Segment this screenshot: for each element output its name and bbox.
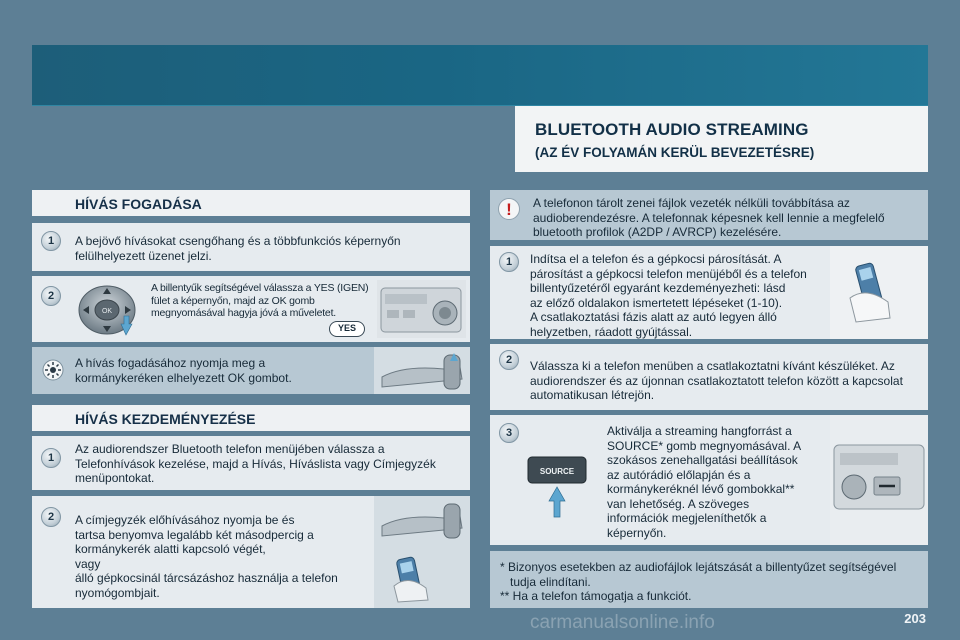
receive-alt-text: A hívás fogadásához nyomja meg a kormánykeréken elhelyezett OK gombot. [75,356,292,385]
call-step-2-text: A címjegyzék előhívásához nyomja be és tartsa benyomva legalább két másodpercig a kormánykerék alatti kapcsoló végét, vagy álló gépkocsinál tárcsázáshoz használja a telefon nyomógombjait. [75,513,338,600]
page-number: 203 [904,611,926,626]
receive-step-1 [32,223,470,271]
step-number-badge: 2 [41,507,61,527]
title-box [515,106,928,172]
section-heading-receive: HÍVÁS FOGADÁSA [32,190,470,216]
bt-step-2 [490,344,928,410]
step-number-badge: 2 [499,350,519,370]
source-key-label: SOURCE [539,467,575,476]
phone-in-hand-image [830,246,928,339]
step-number-badge: 1 [41,231,61,251]
section-heading-call: HÍVÁS KEZDEMÉNYEZÉSE [32,405,470,431]
receive-alt-note [32,347,470,394]
warning-note [490,190,928,240]
step-number-badge: 3 [499,423,519,443]
page-title: BLUETOOTH AUDIO STREAMING [535,120,809,139]
radio-source-panel-image [830,415,928,545]
call-step-1 [32,436,470,490]
watermark: carmanualsonline.info [530,612,715,633]
ok-directional-pad-icon [76,280,138,338]
stalk-and-phone-image [374,496,470,608]
step-number-badge: 1 [499,252,519,272]
bt-step-1-text: Indítsa el a telefon és a gépkocsi párosítását. A párosítást a gépkocsi telefon menüjéből és a telefon billentyűzetéről egyaránt kezdeményezheti: lásd az előző oldalakon ismertetett lépéseket (1-10). A csatlakoztatási fázis alatt az autó legyen álló helyzetben, ráadott gyújtással. [530,252,807,339]
footnote-1: * Bizonyos esetekben az audiofájlok lejátszását a billentyűzet segítségével tudja elindítani. [500,560,897,589]
bt-step-3-text: Aktiválja a streaming hangforrást a SOURCE* gomb megnyomásával. A szokásos zenehallgatási beállítások az autórádió előlapján és a kormánykeréknél lévő gombokkal** van lehetőség. A szöveges információk megjeleníthetők a képernyőn. [607,424,802,540]
header-band [32,45,928,106]
step-number-badge: 2 [41,286,61,306]
warning-text: A telefonon tárolt zenei fájlok vezeték nélküli továbbítása az audioberendezésre. A telefonnak képesnek kell lennie a megfelelő bluetooth profilok (A2DP / AVRCP) kezelésére. [533,196,885,239]
step-number-badge: 1 [41,448,61,468]
steering-stalk-image [374,347,470,394]
footnote-2: ** Ha a telefon támogatja a funkciót. [500,589,692,603]
radio-front-panel-image [377,280,466,338]
call-step-2 [32,496,470,608]
footnotes [490,551,928,608]
receive-step-2 [32,276,470,342]
bt-step-1 [490,246,928,339]
bt-step-2-text: Válassza ki a telefon menüben a csatlakoztatni kívánt készüléket. Az audiorendszer és az újonnan csatlakoztatott telefon között a kapcsolat automatikusan létrejön. [530,359,903,402]
steering-wheel-control-icon [42,359,64,381]
source-button-icon [526,451,588,521]
ok-key-label: OK [101,308,113,315]
page-subtitle: (AZ ÉV FOLYAMÁN KERÜL BEVEZETÉSRE) [535,145,815,160]
warning-icon: ! [498,198,520,220]
yes-button[interactable]: YES [329,321,365,337]
receive-step-2-text: A billentyűk segítségével válassza a YES (IGEN) fület a képernyőn, majd az OK gomb megnyomásával hagyja jóvá a műveletet. [151,282,369,319]
receive-step-1-text: A bejövő hívásokat csengőhang és a többfunkciós képernyőn felülhelyezett üzenet jelzi. [75,234,401,263]
call-step-1-text: Az audiorendszer Bluetooth telefon menüjében válassza a Telefonhívások kezelése, majd a Hívás, Híváslista vagy Címjegyzék menüpontokat. [75,442,436,485]
bt-step-3 [490,415,928,545]
